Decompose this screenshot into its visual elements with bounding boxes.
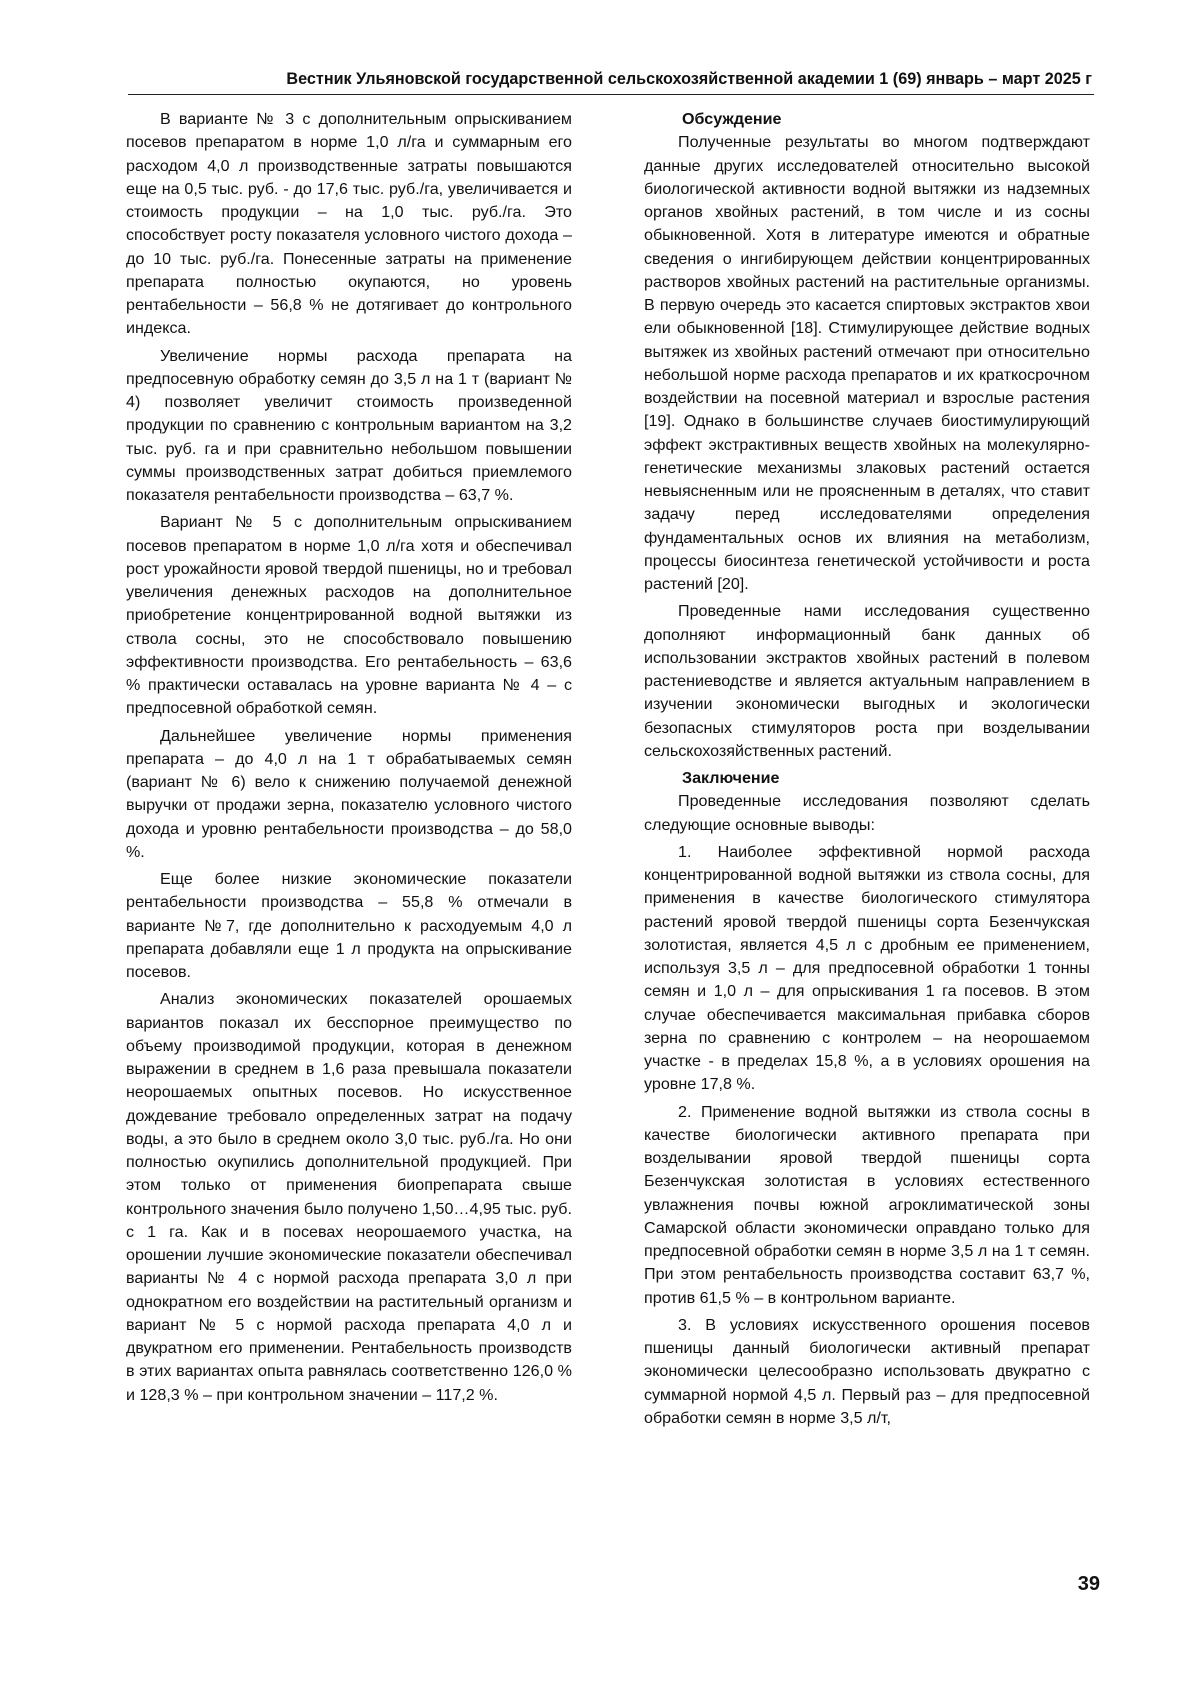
journal-header: Вестник Ульяновской государственной сельскохозяйственной академии 1 (69) январь – март 2025 г [155, 68, 1092, 90]
right-column [644, 108, 1090, 1434]
page-number: 39 [1050, 1572, 1100, 1596]
conclusion-item: 3. В условиях искусственного орошения посевов пшеницы данный биологически активный препарат экономически целесообразно использовать двукратно с суммарной нормой 4,5 л. Первый раз – для предпосевной обработки семян в норме 3,5 л/т, [644, 1314, 1090, 1430]
paragraph: В варианте № 3 с дополнительным опрыскиванием посевов препаратом в норме 1,0 л/га и суммарным его расходом 4,0 л производственные затраты повышаются еще на 0,5 тыс. руб. - до 17,6 тыс. руб./га, увеличивается и стоимость продукции – на 1,0 тыс. руб./га. Это способствует росту показателя условного чистого дохода – до 10 тыс. руб./га. Понесенные затраты на применение препарата полностью окупаются, но уровень рентабельности – 56,8 % не дотягивает до контрольного индекса. [126, 108, 572, 341]
conclusion-heading: Заключение [644, 767, 1090, 790]
paragraph: Еще более низкие экономические показатели рентабельности производства – 55,8 % отмечали в варианте №7, где дополнительно к расходуемым 4,0 л препарата добавляли еще 1 л продукта на опрыскивание посевов. [126, 868, 572, 984]
paragraph: Полученные результаты во многом подтверждают данные других исследователей относительно высокой биологической активности водной вытяжки из надземных органов хвойных растений, в том числе и из сосны обыкновенной. Хотя в литературе имеются и обратные сведения о ингибирующем действии концентрированных растворов хвойных растений на растительные организмы. В первую очередь это касается спиртовых экстрактов хвои ели обыкновенной [18]. Стимулирующее действие водных вытяжек из хвойных растений отмечают при относительно небольшой норме расхода препаратов и их краткосрочном воздействии на посевной материал и взрослые растения [19]. Однако в большинстве случаев биостимулирующий эффект экстрактивных веществ хвойных на молекулярно-генетические механизмы злаковых растений остается невыясненным или не проясненным в деталях, что ставит задачу перед исследователями определения фундаментальных основ их влияния на метаболизм, процессы биосинтеза генетической устойчивости и роста растений [20]. [644, 131, 1090, 596]
paragraph: Проведенные исследования позволяют сделать следующие основные выводы: [644, 790, 1090, 837]
paragraph: Увеличение нормы расхода препарата на предпосевную обработку семян до 3,5 л на 1 т (вариант № 4) позволяет увеличит стоимость произведенной продукции по сравнению с контрольным вариантом на 3,2 тыс. руб. га и при сравнительно небольшом повышении суммы производственных затрат добиться приемлемого показателя рентабельности производства – 63,7 %. [126, 345, 572, 508]
paragraph: Анализ экономических показателей орошаемых вариантов показал их бесспорное преимущество по объему производимой продукции, которая в денежном выражении в среднем в 1,6 раза превышала показатели неорошаемых опытных посевов. Но искусственное дождевание требовало определенных затрат на подачу воды, а это было в среднем около 3,0 тыс. руб./га. Но они полностью окупились дополнительной продукцией. При этом только от применения биопрепарата свыше контрольного значения было получено 1,50…4,95 тыс. руб. с 1 га. Как и в посевах неорошаемого участка, на орошении лучшие экономические показатели обеспечивал варианты № 4 с нормой расхода препарата 3,0 л при однократном его воздействии на растительный организм и вариант № 5 с нормой расхода препарата 4,0 л и двукратном его применении. Рентабельность производств в этих вариантах опыта равнялась соответственно 126,0 % и 128,3 % – при контрольном значении – 117,2 %. [126, 988, 572, 1407]
paragraph: Проведенные нами исследования существенно дополняют информационный банк данных об использовании экстрактов хвойных растений в полевом растениеводстве и является актуальным направлением в изучении экономически выгодных и экологически безопасных стимуляторов роста при возделывании сельскохозяйственных растений. [644, 600, 1090, 763]
paragraph: Вариант № 5 с дополнительным опрыскиванием посевов препаратом в норме 1,0 л/га хотя и обеспечивал рост урожайности яровой твердой пшеницы, но и требовал увеличения денежных расходов на дополнительное приобретение концентрированной водной вытяжки из ствола сосны, это не способствовало повышению эффективности производства. Его рентабельность – 63,6 % практически оставалась на уровне варианта № 4 – с предпосевной обработкой семян. [126, 511, 572, 720]
discussion-heading: Обсуждение [644, 108, 1090, 131]
paragraph: Дальнейшее увеличение нормы применения препарата – до 4,0 л на 1 т обрабатываемых семян (вариант № 6) вело к снижению получаемой денежной выручки от продажи зерна, показателю условного чистого дохода и уровню рентабельности производства – до 58,0 %. [126, 725, 572, 865]
left-column [126, 108, 572, 1411]
conclusion-item: 2. Применение водной вытяжки из ствола сосны в качестве биологически активного препарата при возделывании яровой твердой пшеницы сорта Безенчукская золотистая в условиях естественного увлажнения почвы южной агроклиматической зоны Самарской области экономически оправдано только для предпосевной обработки семян в норме 3,5 л на 1 т семян. При этом рентабельность производства составит 63,7 %, против 61,5 % – в контрольном варианте. [644, 1101, 1090, 1310]
header-rule [128, 94, 1094, 95]
conclusion-item: 1. Наиболее эффективной нормой расхода концентрированной водной вытяжки из ствола сосны, для применения в качестве биологического стимулятора растений яровой твердой пшеницы сорта Безенчукская золотистая, является 4,5 л с дробным ее применением, используя 3,5 л – для предпосевной обработки 1 тонны семян и 1,0 л – для опрыскивания 1 га посевов. В этом случае обеспечивается максимальная прибавка сборов зерна по сравнению с контролем – на неорошаемом участке - в пределах 15,8 %, а в условиях орошения на уровне 17,8 %. [644, 841, 1090, 1097]
